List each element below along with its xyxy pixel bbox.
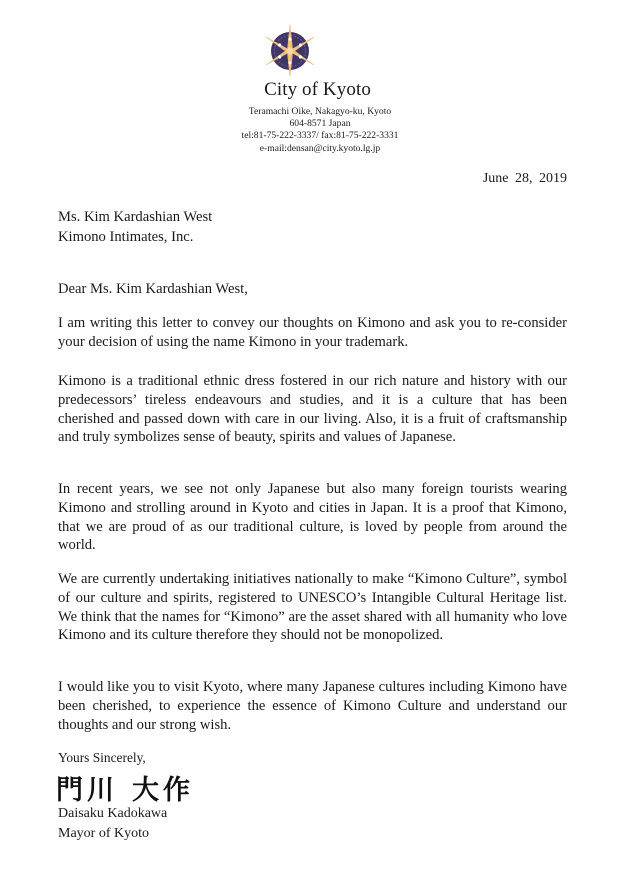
letterhead-address [150, 106, 490, 155]
signer-name: Daisaku Kadokawa [58, 806, 168, 821]
signature-family-name: 門川 [56, 775, 118, 806]
recipient-block [58, 207, 212, 247]
body-paragraph: I am writing this letter to convey our thoughts on Kimono and ask you to re-consider your decision of using the name Kimono in your trademark. [58, 315, 567, 350]
signer-block [58, 804, 167, 844]
letterhead-title [0, 79, 625, 101]
address-line-1: Teramachi Oike, Nakagyo-ku, Kyoto [248, 106, 392, 117]
signer-title: Mayor of Kyoto [58, 826, 149, 841]
recipient-company: Kimono Intimates, Inc. [58, 229, 194, 245]
email-line: e-mail:densan@city.kyoto.lg.jp [259, 142, 381, 154]
closing: Yours Sincerely, [58, 750, 146, 765]
salutation: Dear Ms. Kim Kardashian West, [58, 281, 248, 297]
handwritten-signature [56, 768, 194, 807]
contact-line: tel:81-75-222-3337/ fax:81-75-222-3331 [241, 130, 399, 142]
letterhead-title-text: City of Kyoto [264, 79, 371, 100]
kyoto-city-emblem-icon [264, 24, 316, 76]
body-paragraph: In recent years, we see not only Japanese but also many foreign tourists wearing Kimono and strolling around in Kyoto and cities in Japan. It is a proof that Kimono, that we are proud of as our traditional culture, is loved by people from around the world. [58, 481, 567, 554]
body-paragraph: Kimono is a traditional ethnic dress fostered in our rich nature and history with our predecessors’ tireless endeavours and studies, and it is a culture that has been cherished and passed down with care in our living. Also, it is a fruit of craftsmanship and truly symbolizes sense of beauty, spirits and values of Japanese. [58, 373, 567, 446]
address-line-2: 604-8571 Japan [289, 118, 351, 130]
recipient-name: Ms. Kim Kardashian West [58, 209, 213, 225]
body-paragraph: I would like you to visit Kyoto, where many Japanese cultures including Kimono have been cherished, to experience the essence of Kimono Culture and understand our thoughts and our strong wish. [58, 679, 567, 733]
signature-given-name: 大作 [132, 775, 194, 806]
letter-date: June 28, 2019 [482, 171, 567, 186]
body-paragraph: We are currently undertaking initiatives nationally to make “Kimono Culture”, symbol of our culture and spirits, registered to UNESCO’s Intangible Cultural Heritage list. We think that the names for “Kimono” are the asset shared with all humanity who love Kimono and its culture therefore they should not be monopolized. [58, 571, 567, 644]
